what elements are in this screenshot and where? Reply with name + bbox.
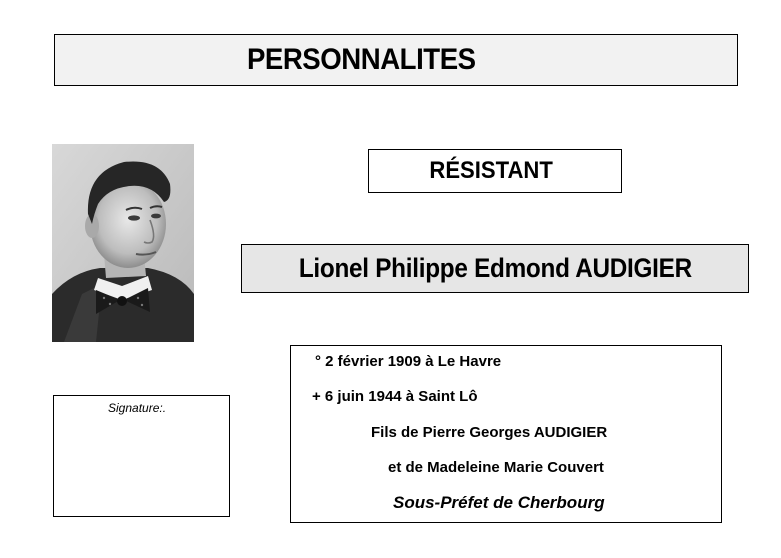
role-box [368, 149, 622, 193]
page-title-box [54, 34, 738, 86]
death-line: + 6 juin 1944 à Saint Lô [312, 388, 478, 405]
father-line: Fils de Pierre Georges AUDIGIER [371, 424, 608, 441]
details-box [290, 345, 722, 523]
birth-line: ° 2 février 1909 à Le Havre [315, 353, 502, 370]
portrait-photo [52, 144, 194, 342]
signature-box [53, 395, 230, 517]
name-box [241, 244, 749, 293]
role-label: RÉSISTANT [429, 157, 553, 184]
portrait-image [52, 144, 194, 342]
full-name: Lionel Philippe Edmond AUDIGIER [298, 253, 692, 283]
page-title: PERSONNALITES [246, 43, 476, 76]
mother-line: et de Madeleine Marie Couvert [388, 459, 604, 476]
signature-label: Signature:. [108, 401, 167, 415]
official-title-line: Sous-Préfet de Cherbourg [393, 493, 605, 512]
